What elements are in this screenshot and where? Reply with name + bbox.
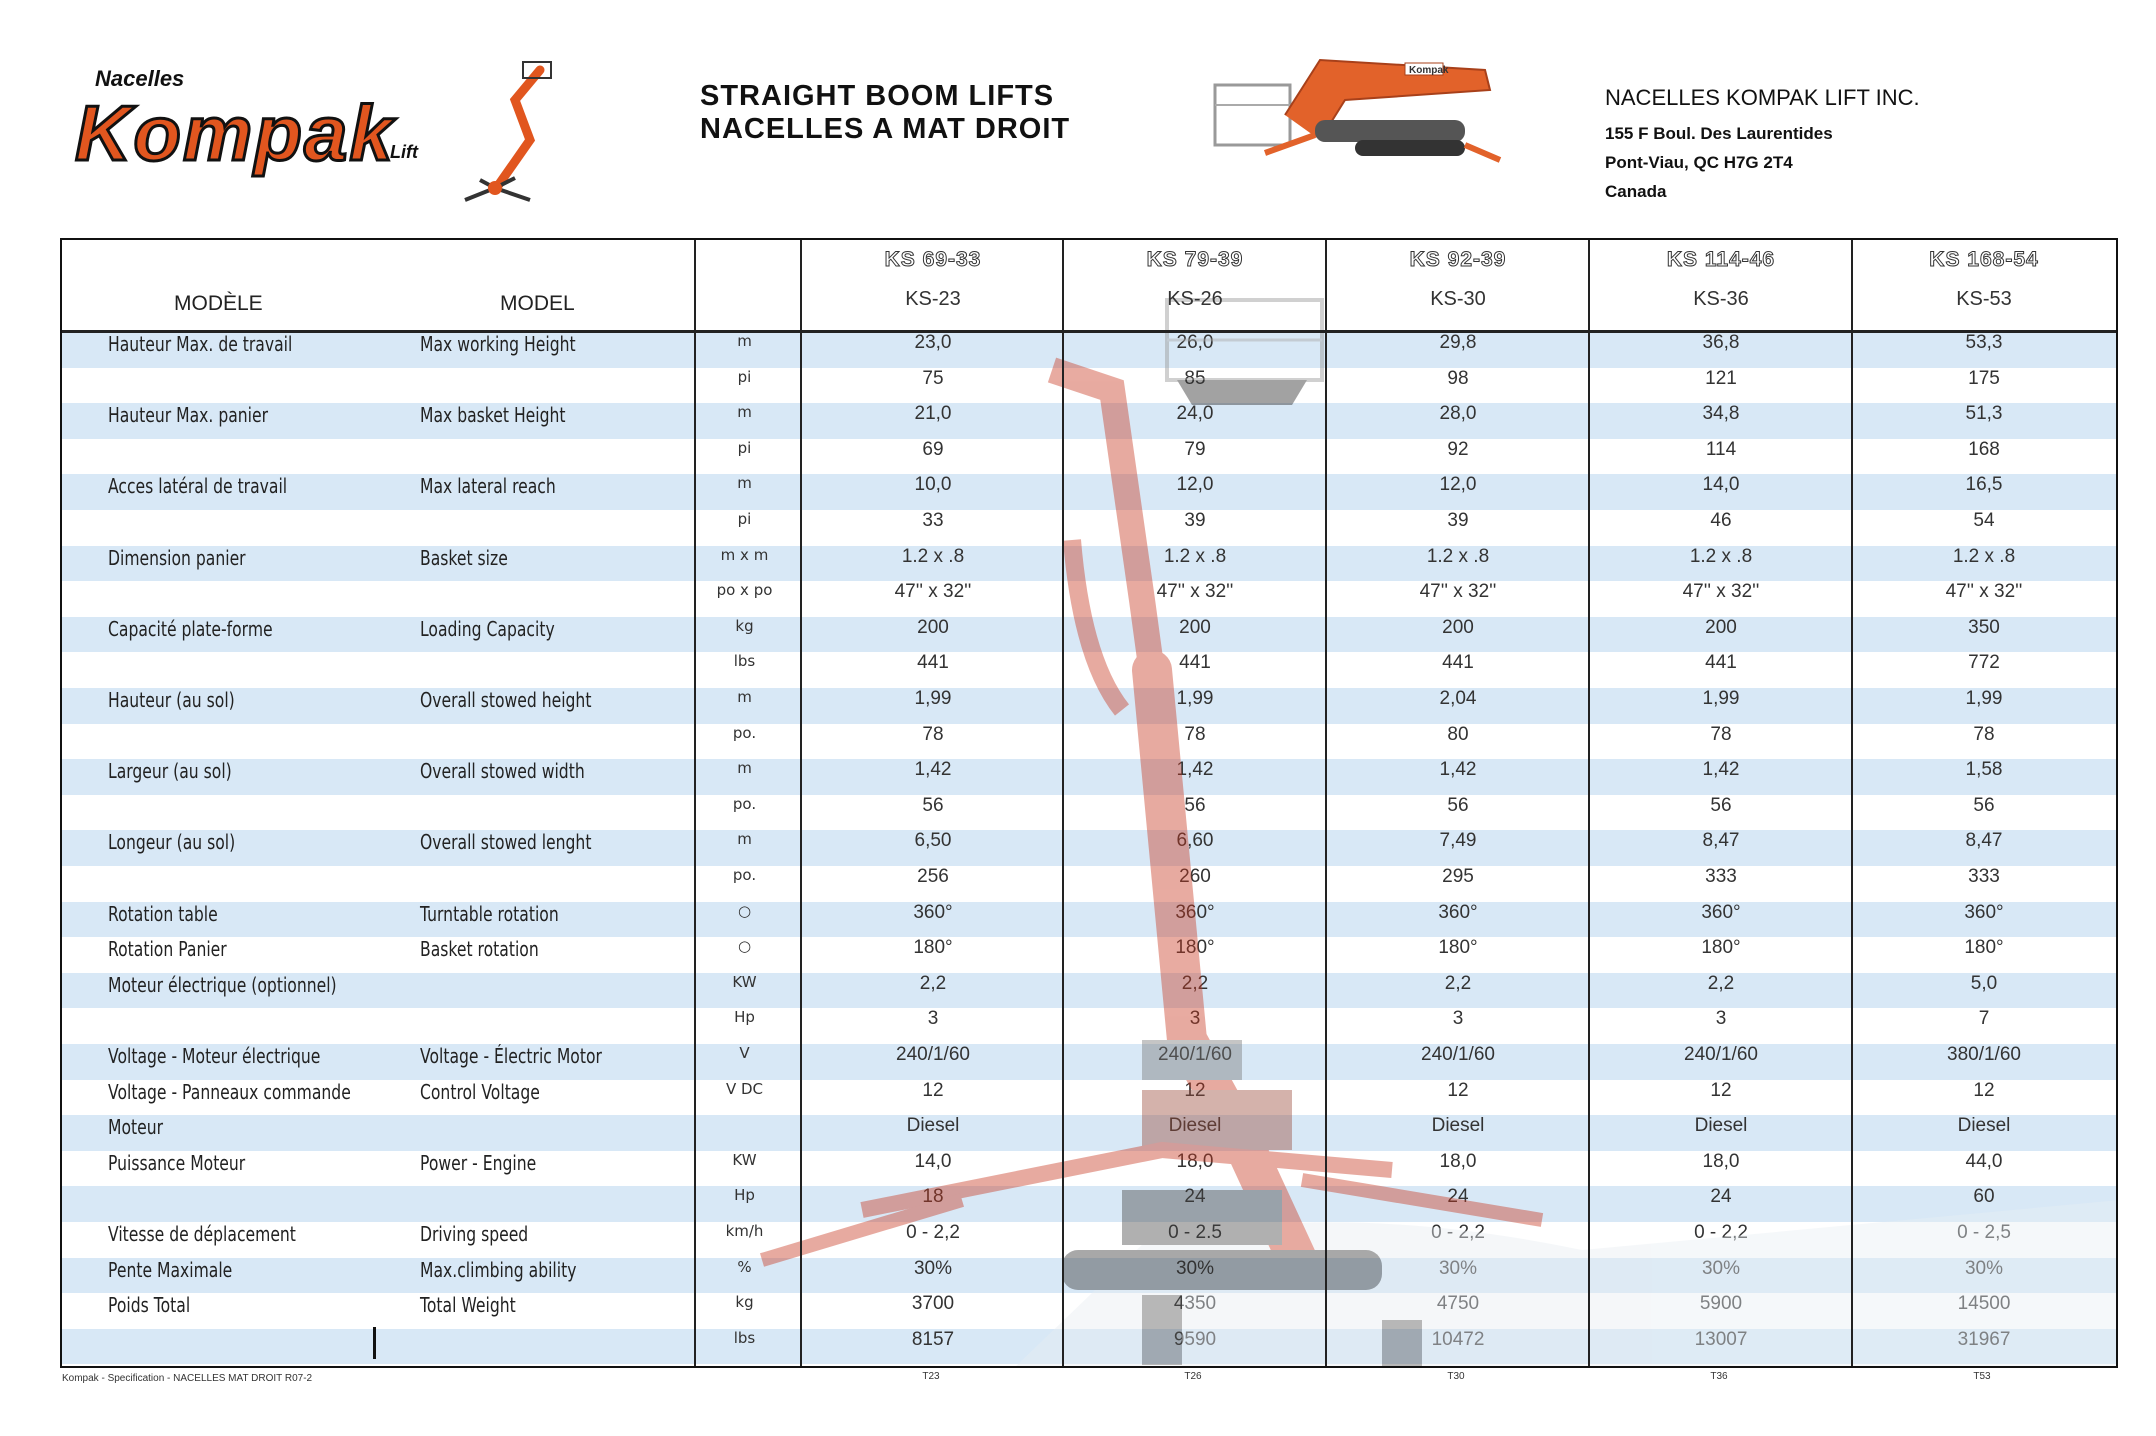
- spec-value: 180°: [1964, 937, 2004, 959]
- logo-small-text: Nacelles: [95, 66, 185, 91]
- spec-unit: m: [737, 332, 752, 350]
- row-separator: [373, 1327, 376, 1359]
- table-row: [62, 937, 2118, 973]
- spec-value: 53,3: [1965, 332, 2003, 353]
- spec-value: 360°: [913, 901, 953, 923]
- spec-value: Diesel: [1957, 1115, 2011, 1137]
- footer-text: Kompak - Specification - NACELLES MAT DROIT R07-2: [62, 1373, 313, 1384]
- model-ks-name: KS-26: [1167, 288, 1223, 310]
- spec-value: 5,0: [1970, 972, 1998, 994]
- spec-value: 31967: [1957, 1328, 2011, 1350]
- spec-value: 46: [1710, 510, 1732, 531]
- spec-value: 10,0: [914, 474, 952, 496]
- spec-value: 10472: [1431, 1328, 1485, 1350]
- spec-value: 180°: [913, 937, 953, 959]
- spec-value: 1,99: [1965, 688, 2003, 709]
- table-row: [62, 1151, 2118, 1187]
- spec-value: 240/1/60: [1158, 1044, 1232, 1065]
- spec-value: 12,0: [1439, 474, 1477, 496]
- company-address-street: 155 F Boul. Des Laurentides: [1605, 124, 1833, 143]
- spec-value: 772: [1968, 652, 2000, 674]
- spec-value: 9590: [1173, 1328, 1217, 1350]
- table-row: [62, 617, 2118, 653]
- model-ks-name: KS-23: [905, 288, 961, 310]
- model-footer-code: T26: [1184, 1371, 1202, 1382]
- spec-value: 6,60: [1176, 830, 1214, 852]
- spec-value: 54: [1973, 510, 1995, 531]
- spec-value: 92: [1447, 438, 1469, 460]
- spec-label-fr: Capacité plate-forme: [108, 616, 273, 641]
- model-footer-code: T53: [1973, 1371, 1991, 1382]
- spec-unit: KW: [732, 1150, 757, 1169]
- spec-value: 360°: [1438, 901, 1478, 923]
- spec-value: 200: [1705, 616, 1737, 638]
- spec-unit: m: [737, 830, 752, 849]
- spec-value: 240/1/60: [896, 1044, 970, 1065]
- spec-label-fr: Acces latéral de travail: [108, 474, 288, 499]
- model-header: [1853, 240, 2115, 330]
- spec-value: 3: [1715, 1008, 1727, 1030]
- spec-label-en: Basket size: [420, 545, 508, 570]
- title-line-fr: NACELLES A MAT DROIT: [700, 113, 1071, 145]
- spec-unit: pi: [737, 367, 752, 386]
- spec-value: 350: [1968, 616, 2000, 638]
- spec-value: 0 - 2.5: [1168, 1222, 1222, 1243]
- spec-value: 2,04: [1439, 688, 1477, 709]
- spec-value: 30%: [913, 1257, 953, 1279]
- spec-value: 1,99: [1176, 688, 1214, 709]
- spec-value: 12: [1973, 1079, 1995, 1101]
- spec-unit: ○: [737, 937, 752, 956]
- spec-value: 85: [1184, 367, 1206, 389]
- spec-value: 56: [922, 794, 944, 816]
- spec-value: 8,47: [1965, 830, 2003, 852]
- logo-lift-icon: [455, 60, 565, 205]
- spec-label-en: Max lateral reach: [420, 474, 556, 499]
- company-address-country: Canada: [1605, 182, 1667, 201]
- spec-value: 1.2 x .8: [1952, 545, 2016, 567]
- spec-value: 39: [1184, 510, 1206, 531]
- table-row: [62, 1115, 2118, 1151]
- spec-table: [60, 238, 2118, 1368]
- spec-value: 13007: [1694, 1328, 1748, 1350]
- spec-unit: pi: [737, 438, 752, 457]
- spec-value: 1,99: [1702, 688, 1740, 709]
- spec-label-en: Driving speed: [420, 1222, 529, 1246]
- model-code: KS 114-46: [1666, 248, 1776, 271]
- spec-label-fr: Largeur (au sol): [108, 759, 232, 784]
- spec-value: 51,3: [1965, 403, 2003, 425]
- spec-label-fr: Voltage - Panneaux commande: [108, 1079, 351, 1104]
- spec-label-fr: Puissance Moteur: [108, 1150, 246, 1175]
- spec-value: 333: [1705, 866, 1737, 887]
- spec-label-en: Loading Capacity: [420, 616, 555, 641]
- table-row: [62, 973, 2118, 1009]
- spec-unit: lbs: [733, 652, 756, 671]
- spec-unit: km/h: [725, 1222, 764, 1240]
- spec-value: 441: [1705, 652, 1737, 674]
- spec-unit: m x m: [720, 545, 769, 564]
- table-row: [62, 1080, 2118, 1116]
- spec-value: 18,0: [1176, 1150, 1214, 1172]
- model-code: KS 69-33: [884, 248, 982, 271]
- spec-value: 200: [1442, 616, 1474, 638]
- spec-unit: m: [737, 474, 752, 493]
- spec-value: 78: [1710, 723, 1732, 745]
- spec-value: Diesel: [906, 1115, 960, 1137]
- spec-value: 18: [922, 1186, 944, 1208]
- spec-label-en: Overall stowed width: [420, 759, 585, 784]
- spec-label-en: Power - Engine: [420, 1150, 537, 1175]
- spec-value: 240/1/60: [1684, 1044, 1758, 1065]
- table-row: [62, 474, 2118, 510]
- spec-value: 441: [917, 652, 949, 674]
- spec-value: 1.2 x .8: [1426, 545, 1490, 567]
- table-row: [62, 652, 2118, 688]
- spec-unit: V: [739, 1044, 750, 1062]
- spec-label-fr: Rotation Panier: [108, 937, 227, 962]
- spec-value: 8157: [911, 1328, 955, 1350]
- table-row: [62, 688, 2118, 724]
- page-header: [0, 0, 2156, 230]
- spec-value: 1,42: [914, 759, 952, 781]
- spec-value: 79: [1184, 438, 1206, 460]
- model-footer-code: T36: [1710, 1371, 1728, 1382]
- spec-value: 1,42: [1702, 759, 1740, 781]
- model-label-en: MODEL: [500, 292, 575, 315]
- table-row: [62, 1186, 2118, 1222]
- spec-value: 295: [1442, 866, 1474, 887]
- spec-value: 2,2: [1181, 972, 1209, 994]
- spec-unit: m: [737, 688, 752, 706]
- model-header: [1327, 240, 1589, 330]
- spec-value: 24: [1447, 1186, 1469, 1208]
- table-row: [62, 439, 2118, 475]
- spec-value: 260: [1179, 866, 1211, 887]
- spec-value: 12,0: [1176, 474, 1214, 496]
- spec-value: 23,0: [914, 332, 952, 353]
- spec-value: 2,2: [1444, 972, 1472, 994]
- spec-value: 3: [1452, 1008, 1464, 1030]
- spec-unit: po.: [732, 794, 757, 813]
- company-block: [1605, 85, 1920, 206]
- table-row: [62, 368, 2118, 404]
- spec-unit: po x po: [716, 581, 773, 600]
- table-row: [62, 795, 2118, 831]
- table-row: [62, 403, 2118, 439]
- spec-unit: Hp: [734, 1186, 755, 1205]
- spec-value: 24: [1710, 1186, 1732, 1208]
- table-row: [62, 332, 2118, 368]
- logo-sub-text: Lift: [390, 142, 418, 162]
- spec-value: 441: [1179, 652, 1211, 674]
- machine-photo: [1205, 45, 1505, 170]
- spec-value: 3700: [911, 1293, 955, 1315]
- spec-value: 1.2 x .8: [1163, 545, 1227, 567]
- spec-label-en: Overall stowed lenght: [420, 830, 592, 855]
- table-header: [62, 240, 2118, 333]
- spec-value: 256: [917, 866, 949, 887]
- spec-value: 24: [1184, 1186, 1206, 1208]
- spec-value: 69: [922, 438, 944, 460]
- spec-label-fr: Hauteur (au sol): [108, 688, 235, 712]
- spec-value: 2,2: [919, 972, 947, 994]
- table-row: [62, 510, 2118, 546]
- model-footer-code: T23: [922, 1371, 940, 1382]
- spec-value: 1.2 x .8: [1689, 545, 1753, 567]
- spec-value: 200: [917, 616, 949, 638]
- spec-value: Diesel: [1168, 1115, 1222, 1137]
- table-row: [62, 902, 2118, 938]
- table-row: [62, 1258, 2118, 1294]
- spec-value: 80: [1447, 723, 1469, 745]
- spec-value: 29,8: [1439, 332, 1477, 353]
- document-title: [700, 80, 1070, 146]
- spec-value: 56: [1447, 794, 1469, 816]
- spec-value: 200: [1179, 616, 1211, 638]
- model-header: [1064, 240, 1326, 330]
- table-row: [62, 1044, 2118, 1080]
- spec-unit: [692, 1115, 797, 1151]
- spec-value: 7,49: [1439, 830, 1477, 852]
- spec-value: 0 - 2,2: [1431, 1222, 1485, 1243]
- spec-label-fr: Moteur électrique (optionnel): [108, 972, 337, 997]
- spec-value: 180°: [1175, 937, 1215, 959]
- model-label-fr: MODÈLE: [174, 292, 263, 315]
- spec-value: 56: [1973, 794, 1995, 816]
- spec-value: 26,0: [1176, 332, 1214, 353]
- spec-label-en: Max working Height: [420, 332, 576, 356]
- spec-value: 121: [1705, 367, 1737, 389]
- spec-unit: pi: [737, 510, 752, 528]
- spec-value: 47'' x 32'': [1945, 581, 2023, 603]
- spec-label-fr: Longeur (au sol): [108, 830, 236, 855]
- spec-value: 12: [1447, 1079, 1469, 1101]
- table-row: [62, 724, 2118, 760]
- spec-unit: Hp: [734, 1008, 755, 1027]
- table-row: [62, 830, 2118, 866]
- model-ks-name: KS-53: [1956, 288, 2012, 310]
- spec-value: 4350: [1173, 1293, 1217, 1315]
- spec-value: 3: [1189, 1008, 1201, 1030]
- model-code: KS 168-54: [1929, 248, 2039, 271]
- spec-value: 180°: [1438, 937, 1478, 959]
- spec-value: 44,0: [1965, 1150, 2003, 1172]
- spec-value: 28,0: [1439, 403, 1477, 425]
- spec-value: 0 - 2,2: [906, 1222, 960, 1243]
- model-ks-name: KS-36: [1693, 288, 1749, 310]
- spec-value: 180°: [1701, 937, 1741, 959]
- spec-value: 30%: [1438, 1257, 1478, 1279]
- spec-value: 175: [1968, 367, 2000, 389]
- spec-unit: %: [737, 1257, 752, 1276]
- spec-value: 360°: [1701, 901, 1741, 923]
- spec-unit: V DC: [725, 1079, 764, 1098]
- spec-value: 360°: [1175, 901, 1215, 923]
- spec-label-fr: Hauteur Max. de travail: [108, 332, 293, 356]
- spec-value: 56: [1710, 794, 1732, 816]
- spec-value: 56: [1184, 794, 1206, 816]
- spec-unit: m: [737, 759, 752, 778]
- spec-value: 3: [927, 1008, 939, 1030]
- spec-value: 18,0: [1439, 1150, 1477, 1172]
- company-name: NACELLES KOMPAK LIFT INC.: [1605, 85, 1920, 110]
- spec-value: 75: [922, 367, 944, 389]
- spec-label-en: Max.climbing ability: [420, 1257, 577, 1282]
- spec-unit: lbs: [733, 1328, 756, 1347]
- spec-value: 18,0: [1702, 1150, 1740, 1172]
- spec-label-en: Overall stowed height: [420, 688, 592, 712]
- spec-value: 14,0: [1702, 474, 1740, 496]
- spec-label-fr: Vitesse de déplacement: [108, 1222, 296, 1246]
- spec-value: 4750: [1436, 1293, 1480, 1315]
- spec-value: 98: [1447, 367, 1469, 389]
- model-footer-code: T30: [1447, 1371, 1465, 1382]
- spec-value: 7: [1978, 1008, 1990, 1030]
- model-code: KS 79-39: [1146, 248, 1244, 271]
- table-row: [62, 1293, 2118, 1329]
- spec-value: 24,0: [1176, 403, 1214, 425]
- logo-brand-text: Kompak: [75, 89, 395, 177]
- machine-label: Kompak: [1409, 65, 1449, 76]
- spec-label-en: Basket rotation: [420, 937, 539, 962]
- spec-value: 12: [922, 1079, 944, 1101]
- spec-label-en: Max basket Height: [420, 403, 566, 428]
- spec-value: 168: [1968, 438, 2000, 460]
- table-row: [62, 1222, 2118, 1258]
- spec-value: 2,2: [1707, 972, 1735, 994]
- spec-value: 1,99: [914, 688, 952, 709]
- spec-label-en: Voltage - Électric Motor: [420, 1044, 602, 1068]
- spec-value: 78: [1973, 723, 1995, 745]
- spec-unit: m: [737, 403, 752, 422]
- spec-unit: KW: [732, 972, 757, 991]
- spec-value: 16,5: [1965, 474, 2003, 496]
- spec-value: 360°: [1964, 901, 2004, 923]
- spec-unit: kg: [735, 616, 754, 635]
- table-row: [62, 759, 2118, 795]
- spec-value: 12: [1184, 1079, 1206, 1101]
- spec-unit: kg: [735, 1293, 754, 1312]
- table-row: [62, 1329, 2118, 1365]
- spec-unit: po.: [732, 723, 757, 742]
- spec-value: 33: [922, 510, 944, 531]
- spec-value: Diesel: [1694, 1115, 1748, 1137]
- spec-value: 441: [1442, 652, 1474, 674]
- model-header: [1590, 240, 1852, 330]
- spec-value: 8,47: [1702, 830, 1740, 852]
- model-code: KS 92-39: [1409, 248, 1507, 271]
- spec-label-en: Turntable rotation: [420, 901, 559, 926]
- spec-value: 47'' x 32'': [1156, 581, 1234, 603]
- spec-value: 1,42: [1439, 759, 1477, 781]
- spec-label-fr: Hauteur Max. panier: [108, 403, 269, 428]
- spec-unit: ○: [737, 901, 752, 920]
- spec-value: 39: [1447, 510, 1469, 531]
- spec-value: 1,42: [1176, 759, 1214, 781]
- company-address-city: Pont-Viau, QC H7G 2T4: [1605, 153, 1793, 172]
- spec-value: 36,8: [1702, 332, 1740, 353]
- spec-label-en: Control Voltage: [420, 1079, 540, 1104]
- spec-value: 0 - 2,5: [1957, 1222, 2011, 1243]
- spec-value: 14,0: [914, 1150, 952, 1172]
- spec-value: 1.2 x .8: [901, 545, 965, 567]
- spec-value: 30%: [1964, 1257, 2004, 1279]
- spec-value: 380/1/60: [1947, 1044, 2021, 1065]
- spec-label-fr: Poids Total: [108, 1293, 191, 1318]
- spec-value: 47'' x 32'': [1682, 581, 1760, 603]
- spec-label-fr: Pente Maximale: [108, 1257, 233, 1282]
- spec-value: 1,58: [1965, 759, 2003, 781]
- spec-value: 30%: [1701, 1257, 1741, 1279]
- spec-value: 6,50: [914, 830, 952, 852]
- spec-value: 0 - 2,2: [1694, 1222, 1748, 1243]
- spec-value: 78: [1184, 723, 1206, 745]
- spec-value: 21,0: [914, 403, 952, 425]
- table-row: [62, 1008, 2118, 1044]
- spec-label-fr: Voltage - Moteur électrique: [108, 1044, 321, 1068]
- spec-value: Diesel: [1431, 1115, 1485, 1137]
- spec-value: 5900: [1699, 1293, 1743, 1315]
- spec-value: 114: [1705, 438, 1737, 460]
- title-line-en: STRAIGHT BOOM LIFTS: [700, 80, 1055, 112]
- kompak-logo: [75, 60, 555, 230]
- spec-unit: po.: [732, 866, 757, 884]
- table-row: [62, 866, 2118, 902]
- spec-value: 47'' x 32'': [894, 581, 972, 603]
- model-ks-name: KS-30: [1430, 288, 1486, 310]
- spec-value: 30%: [1175, 1257, 1215, 1279]
- spec-label-fr: Dimension panier: [108, 545, 246, 570]
- model-header: [802, 240, 1064, 330]
- spec-label-fr: Rotation table: [108, 901, 218, 926]
- spec-value: 60: [1973, 1186, 1995, 1208]
- spec-value: 12: [1710, 1079, 1732, 1101]
- table-row: [62, 546, 2118, 582]
- spec-value: 333: [1968, 866, 2000, 887]
- spec-value: 34,8: [1702, 403, 1740, 425]
- spec-value: 14500: [1957, 1293, 2011, 1315]
- spec-value: 78: [922, 723, 944, 745]
- spec-value: 47'' x 32'': [1419, 581, 1497, 603]
- spec-value: 240/1/60: [1421, 1044, 1495, 1065]
- spec-label-fr: Moteur: [108, 1115, 164, 1140]
- table-row: [62, 581, 2118, 617]
- spec-label-en: Total Weight: [420, 1293, 516, 1318]
